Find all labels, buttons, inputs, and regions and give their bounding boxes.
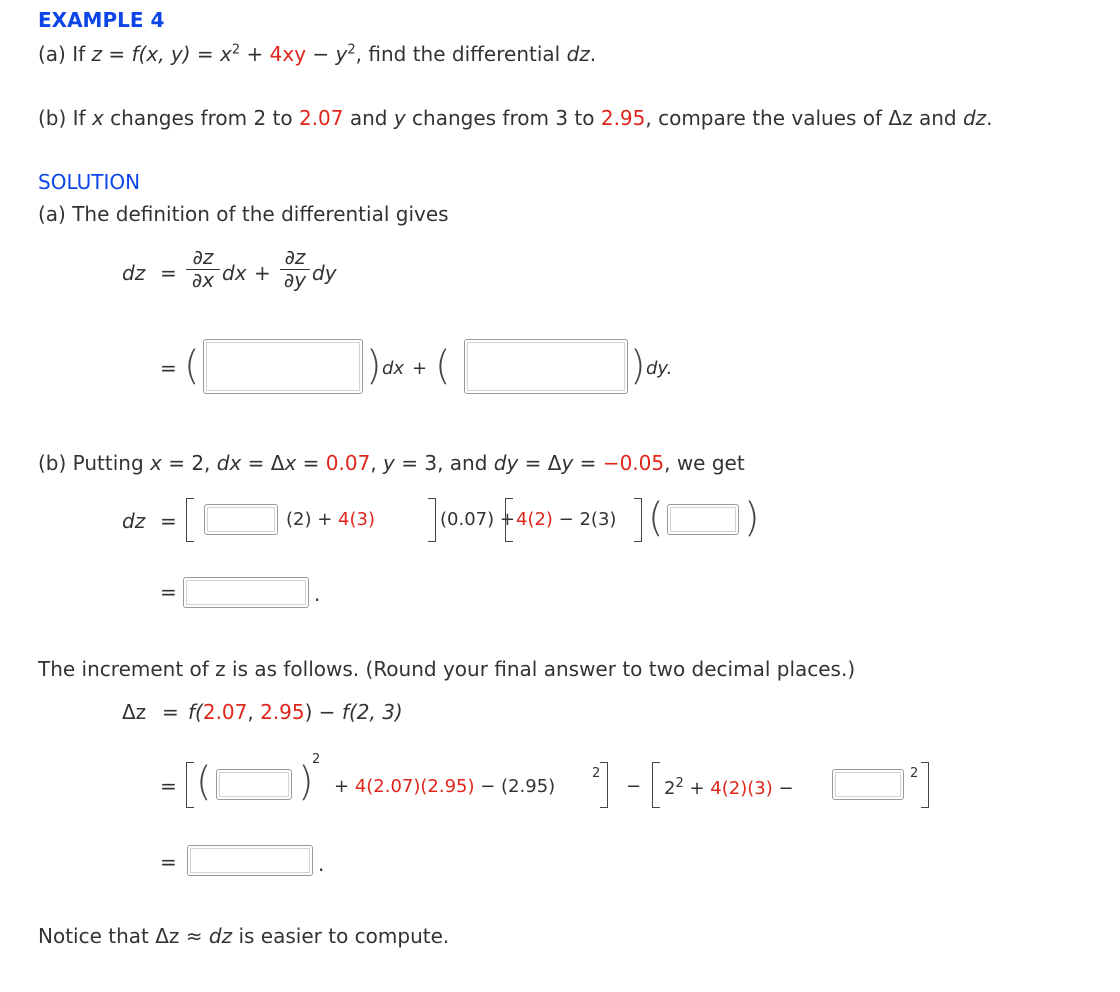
eq5-equals: = xyxy=(162,700,179,724)
eq3-dx-term: (0.07) + xyxy=(440,509,515,530)
eq3-close-paren: ) xyxy=(744,495,760,541)
eq6-second-group: $2^2 + 4(2)(3)$ − xyxy=(664,776,794,799)
eq6-open-bracket-1 xyxy=(186,762,194,808)
eq1-dy: dy xyxy=(312,261,337,285)
eq2-dx: dx xyxy=(382,358,405,379)
example-title: EXAMPLE 4 xyxy=(38,8,165,32)
solution-label: SOLUTION xyxy=(38,170,141,194)
eq6-sq4: 2 xyxy=(910,766,919,781)
eq6-open-bracket-2 xyxy=(652,762,660,808)
eq3-lhs: dz xyxy=(122,509,146,533)
part-a-problem: (a) If z = f(x, $y) = x^2 + 4xy - y^2$, find the differential dz. xyxy=(38,42,597,66)
eq5-lhs: Δz xyxy=(122,700,147,724)
eq6-first-group: + 4(2.07)(2.95) − (2.95) xyxy=(334,776,556,797)
eq6-equals: = xyxy=(160,774,177,798)
eq4-equals: = xyxy=(160,580,177,604)
eq5-rhs: f(2.07, 2.95) − f(2, 3) xyxy=(188,700,403,724)
part-b-problem: (b) If x changes from 2 to 2.07 and y changes from 3 to 2.95, compare the values of Δz and dz. xyxy=(38,106,993,130)
partial-x-answer-input[interactable] xyxy=(203,339,363,394)
eq1-lhs: dz xyxy=(122,261,146,285)
solution-b-text: (b) Putting x = 2, dx = Δx = 0.07, y = 3, and dy = Δy = −0.05, we get xyxy=(38,451,745,475)
dz-coefficient-input[interactable] xyxy=(204,504,278,535)
eq1-plus: + xyxy=(254,261,271,285)
dz-final-input[interactable] xyxy=(183,577,309,608)
eq7-equals: = xyxy=(160,850,177,874)
eq2-close-paren-2: ) xyxy=(630,343,646,389)
eq6-close-paren: ) xyxy=(298,759,314,805)
eq3-middle: (2) + 4(3) xyxy=(286,509,375,530)
eq1-equals: = xyxy=(160,261,177,285)
eq6-open-paren: ( xyxy=(196,759,212,805)
eq6-close-bracket-2 xyxy=(921,762,929,808)
partial-y-answer-input[interactable] xyxy=(464,339,628,394)
delta-z-final-input[interactable] xyxy=(187,845,313,876)
x-squared-input[interactable] xyxy=(216,769,292,800)
eq3-equals: = xyxy=(160,509,177,533)
increment-text: The increment of z is as follows. (Round your final answer to two decimal places.) xyxy=(38,657,856,681)
y-value-input[interactable] xyxy=(832,769,904,800)
eq2-close-paren-1: ) xyxy=(366,343,382,389)
partial-z-x-fraction: ∂z ∂x xyxy=(186,245,220,292)
eq2-plus: + xyxy=(412,358,428,379)
eq2-open-paren-1: ( xyxy=(184,343,200,389)
eq3-close-bracket-2 xyxy=(634,498,642,542)
eq1-dx: dx xyxy=(222,261,247,285)
eq2-dy: dy. xyxy=(646,358,673,379)
eq6-sq2: 2 xyxy=(592,766,601,781)
eq6-close-bracket-1 xyxy=(600,762,608,808)
eq3-close-bracket-1 xyxy=(428,498,436,542)
eq3-second-term: 4(2) − 2(3) xyxy=(516,509,617,530)
eq2-equals: = xyxy=(160,356,177,380)
notice-text: Notice that Δz ≈ dz is easier to compute. xyxy=(38,924,450,948)
eq7-period: . xyxy=(318,852,325,876)
partial-z-y-fraction: ∂z ∂y xyxy=(280,245,310,292)
dy-value-input[interactable] xyxy=(667,504,739,535)
eq4-period: . xyxy=(314,582,321,606)
eq2-open-paren-2: ( xyxy=(435,343,451,389)
eq3-open-paren: ( xyxy=(648,495,664,541)
eq6-sq1: 2 xyxy=(312,752,321,767)
solution-a-text: (a) The definition of the differential gives xyxy=(38,202,449,226)
eq3-open-bracket-2 xyxy=(505,498,513,542)
eq6-minus: − xyxy=(626,776,642,797)
eq3-open-bracket-1 xyxy=(186,498,194,542)
